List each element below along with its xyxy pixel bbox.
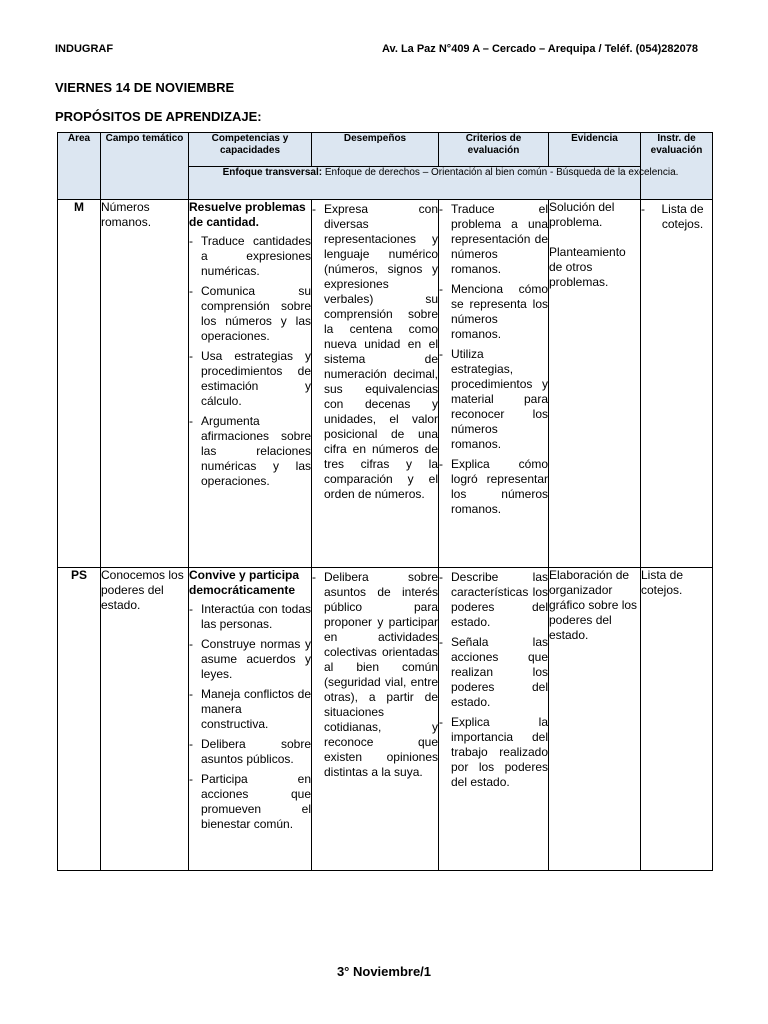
header-competencias: Competencias y capacidades xyxy=(189,133,312,167)
capacidades-list xyxy=(189,602,311,832)
row-area: PS xyxy=(58,568,101,871)
header-desempenos: Desempeños xyxy=(312,133,439,167)
table-row xyxy=(58,568,713,871)
row-instrumento: Lista de cotejos. xyxy=(641,568,713,871)
list-item: - Menciona cómo se representa los números romanos. xyxy=(439,282,548,342)
competencia-title: Resuelve problemas de cantidad. xyxy=(189,200,306,229)
section-heading: PROPÓSITOS DE APRENDIZAJE: xyxy=(55,109,262,124)
evidencia-item: Solución del problema. xyxy=(549,200,615,229)
list-item: - Construye normas y asume acuerdos y leyes. xyxy=(189,637,311,682)
row-criterios xyxy=(439,200,549,568)
list-item: - Argumenta afirmaciones sobre las relaciones numéricas y las operaciones. xyxy=(189,414,311,489)
list-item: - Explica cómo logró representar los números romanos. xyxy=(439,457,548,517)
list-item: - Comunica su comprensión sobre los números y las operaciones. xyxy=(189,284,311,344)
criterios-list xyxy=(439,570,548,790)
row-instrumento xyxy=(641,200,713,568)
list-item: - Describe las características los poderes del estado. xyxy=(439,570,548,630)
evidencia-item: Planteamiento de otros problemas. xyxy=(549,245,626,289)
company-address: Av. La Paz N°409 A – Cercado – Arequipa / Teléf. (054)282078 xyxy=(382,43,698,55)
instrumento-list xyxy=(641,202,712,232)
competencia-title: Convive y participa democráticamente xyxy=(189,568,300,597)
list-item: - Expresa con diversas representaciones y lenguaje numérico (números, signos y expresiones verbales) su comprensión sobre la centena como nueva unidad en el sistema de numeración decimal, sus equivalencias con decenas y unidades, el valor posicional de una cifra en números de tres cifras y la comparación y el orden de números. xyxy=(312,202,438,502)
list-item: - Usa estrategias y procedimientos de estimación y cálculo. xyxy=(189,349,311,409)
list-item: - Traduce el problema a una representación de números romanos. xyxy=(439,202,548,277)
enfoque-transversal xyxy=(189,167,713,200)
list-item: - Explica la importancia del trabajo realizado por los poderes del estado. xyxy=(439,715,548,790)
row-desempenos xyxy=(312,568,439,871)
list-item: - Traduce cantidades a expresiones numéricas. xyxy=(189,234,311,279)
list-item: - Utiliza estrategias, procedimientos y material para reconocer los números romanos. xyxy=(439,347,548,452)
company-name: INDUGRAF xyxy=(55,43,114,55)
criterios-list xyxy=(439,202,548,517)
row-area: M xyxy=(58,200,101,568)
row-campo: Números romanos. xyxy=(101,200,189,568)
list-item: - Interactúa con todas las personas. xyxy=(189,602,311,632)
desempenos-list xyxy=(312,202,438,502)
desempenos-list xyxy=(312,570,438,780)
row-campo: Conocemos los poderes del estado. xyxy=(101,568,189,871)
row-evidencia xyxy=(549,200,641,568)
list-item: - Participa en acciones que promueven el bienestar común. xyxy=(189,772,311,832)
header-campo: Campo temático xyxy=(101,133,189,200)
row-desempenos xyxy=(312,200,439,568)
row-evidencia xyxy=(549,568,641,871)
row-criterios xyxy=(439,568,549,871)
enfoque-text: Enfoque de derechos – Orientación al bien común - Búsqueda de la excelencia. xyxy=(322,167,679,178)
evidencia-item: Elaboración de organizador gráfico sobre los poderes del estado. xyxy=(549,568,638,642)
list-item: - Delibera sobre asuntos públicos. xyxy=(189,737,311,767)
table-row xyxy=(58,200,713,568)
page-footer: 3° Noviembre/1 xyxy=(336,964,432,979)
row-competencias xyxy=(189,568,312,871)
learning-purposes-table xyxy=(57,132,713,871)
capacidades-list xyxy=(189,234,311,489)
date-heading: VIERNES 14 DE NOVIEMBRE xyxy=(55,80,235,95)
list-item: - Señala las acciones que realizan los poderes del estado. xyxy=(439,635,548,710)
row-competencias xyxy=(189,200,312,568)
list-item: - Lista de cotejos. xyxy=(641,202,712,232)
header-instrumento: Instr. de evaluación xyxy=(641,133,713,200)
list-item: - Maneja conflictos de manera constructiva. xyxy=(189,687,311,732)
header-evidencia: Evidencia xyxy=(549,133,641,167)
header-area: Área xyxy=(58,133,101,200)
enfoque-label: Enfoque transversal: xyxy=(222,167,323,178)
header-criterios: Criterios de evaluación xyxy=(439,133,549,167)
list-item: - Delibera sobre asuntos de interés público para proponer y participar en actividades colectivas orientadas al bien común (seguridad vial, entre otras), a partir de situaciones cotidianas, y reconoce que existen opiniones distintas a la suya. xyxy=(312,570,438,780)
